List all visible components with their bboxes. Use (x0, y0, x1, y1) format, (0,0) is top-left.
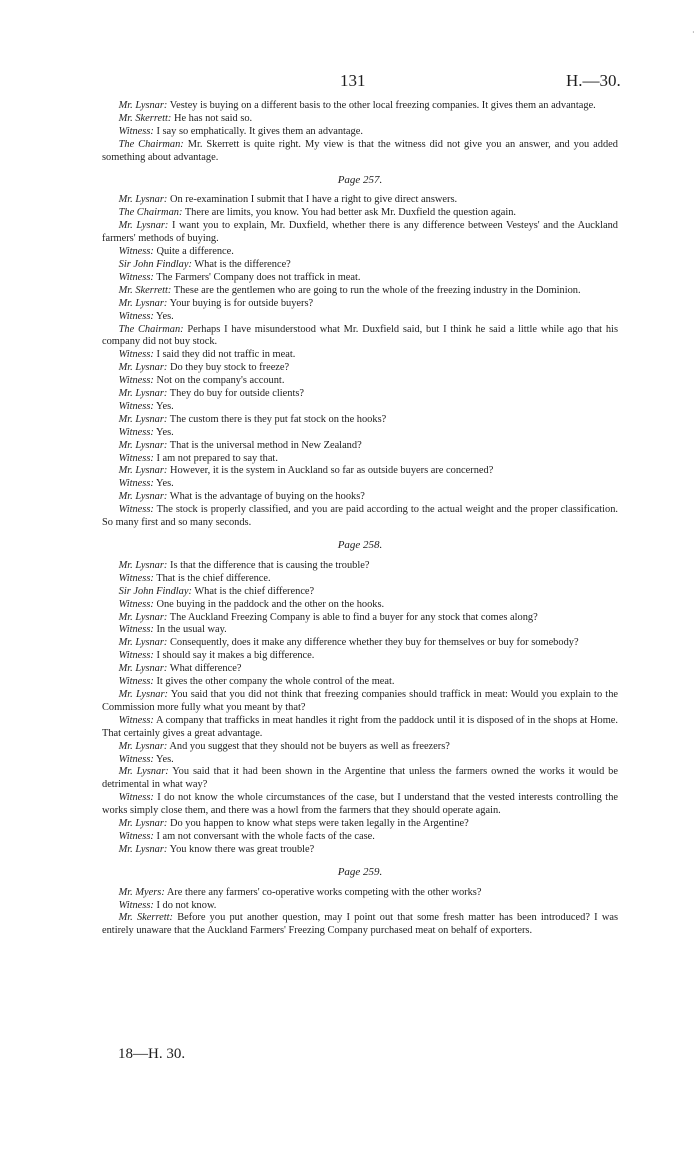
testimony-paragraph (102, 259, 618, 272)
testimony-paragraph (102, 573, 618, 586)
testimony-paragraph (102, 207, 618, 220)
speaker-name: The Chairman: (118, 138, 184, 150)
speech-text: There are limits, you know. You had better ask Mr. Duxfield the question again. (182, 207, 517, 219)
speech-text: A company that trafficks in meat handles it right from the paddock until it is disposed of in the shops at Home. That certainly gives a great advantage. (102, 714, 618, 739)
testimony-paragraph (102, 440, 618, 453)
speech-text: That is the universal method in New Zealand? (167, 439, 362, 451)
speech-text: These are the gentlemen who are going to run the whole of the freezing industry in the Dominion. (171, 284, 581, 296)
speech-text: It gives the other company the whole control of the meat. (153, 676, 395, 688)
testimony-paragraph (102, 194, 618, 207)
speaker-name: Witness: (118, 753, 154, 765)
speech-text: Vestey is buying on a different basis to the other local freezing companies. It gives them an advantage. (167, 100, 596, 111)
speaker-name: Mr. Lysnar: (118, 194, 168, 206)
page-header (0, 71, 700, 93)
speaker-name: Witness: (118, 830, 154, 842)
document-reference: H.—30. (566, 71, 621, 90)
speech-text: I should say it makes a big difference. (153, 650, 315, 662)
speaker-name: Mr. Lysnar: (118, 297, 168, 309)
speaker-name: Witness: (118, 624, 154, 636)
speaker-name: Witness: (118, 426, 154, 438)
testimony-paragraph (102, 126, 618, 139)
testimony-paragraph (102, 844, 618, 857)
testimony-paragraph (102, 624, 618, 637)
speaker-name: The Chairman: (118, 207, 183, 219)
speaker-name: Mr. Lysnar: (118, 465, 168, 477)
testimony-paragraph (102, 792, 618, 818)
speech-text: Consequently, does it make any difference whether they buy for themselves or buy for somebody? (167, 637, 579, 649)
speaker-name: Witness: (118, 899, 154, 911)
testimony-paragraph (102, 831, 618, 844)
speaker-name: Witness: (118, 792, 154, 804)
testimony-paragraph (102, 414, 618, 427)
testimony-paragraph (102, 349, 618, 362)
testimony-paragraph (102, 324, 618, 350)
speaker-name: Mr. Lysnar: (118, 740, 168, 752)
speaker-name: Sir John Findlay: (118, 585, 192, 597)
speech-text: What difference? (167, 663, 242, 675)
speaker-name: Mr. Lysnar: (118, 388, 168, 400)
speaker-name: Mr. Myers: (118, 886, 165, 898)
testimony-paragraph (102, 715, 618, 741)
page-number: 131 (340, 71, 366, 90)
speech-text: The Farmers' Company does not traffick in meat. (153, 271, 361, 283)
testimony-paragraph (102, 465, 618, 478)
testimony-paragraph (102, 139, 618, 165)
edge-mark: · (692, 28, 695, 37)
speaker-name: Mr. Lysnar: (118, 362, 168, 374)
speaker-name: Mr. Lysnar: (118, 491, 168, 503)
speech-text: You know there was great trouble? (167, 843, 315, 855)
speaker-name: Witness: (118, 714, 154, 726)
speech-text: On re-examination I submit that I have a right to give direct answers. (167, 194, 458, 206)
testimony-paragraph (102, 375, 618, 388)
testimony-paragraph (102, 491, 618, 504)
speaker-name: Mr. Skerrett: (118, 112, 172, 124)
testimony-paragraph (102, 427, 618, 440)
testimony-paragraph (102, 612, 618, 625)
page-footer: 18—H. 30. (118, 1046, 186, 1062)
testimony-paragraph (102, 100, 618, 113)
section-title: Page 257. (337, 173, 383, 186)
speaker-name: Mr. Lysnar: (118, 818, 168, 830)
speech-text: Before you put another question, may I point out that some fresh matter has been introduced? I was entirely unaware that the Auckland Farmers' Freezing Company purchased meat on behalf of exporters. (102, 912, 618, 937)
speech-text: Yes. (153, 426, 174, 438)
speech-text: I say so emphatically. It gives them an advantage. (153, 125, 363, 137)
testimony-paragraph (102, 453, 618, 466)
transcript-body (102, 100, 618, 938)
speaker-name: Mr. Lysnar: (118, 766, 169, 778)
speech-text: One buying in the paddock and the other on the hooks. (153, 598, 385, 610)
speaker-name: Mr. Lysnar: (118, 439, 168, 451)
testimony-paragraph (102, 220, 618, 246)
speaker-name: Witness: (118, 271, 154, 283)
testimony-paragraph (102, 388, 618, 401)
speech-text: I want you to explain, Mr. Duxfield, whether there is any difference between Vesteys' and the Auckland farmers' methods of buying. (102, 220, 618, 245)
speaker-name: Mr. Skerrett: (118, 912, 173, 924)
speaker-name: Mr. Skerrett: (118, 284, 172, 296)
speaker-name: Mr. Lysnar: (118, 559, 168, 571)
speech-text: Yes. (153, 400, 174, 412)
speech-text: The Auckland Freezing Company is able to find a buyer for any stock that comes along? (167, 611, 538, 623)
speech-text: Yes. (153, 478, 174, 490)
testimony-paragraph (102, 650, 618, 663)
speech-text: I do not know the whole circumstances of the case, but I understand that the vested interests controlling the works simply close them, and there was a howl from the farmers that they should operate again. (102, 792, 618, 817)
speaker-name: Mr. Lysnar: (118, 413, 168, 425)
speech-text: What is the difference? (191, 258, 291, 270)
testimony-paragraph (102, 818, 618, 831)
testimony-paragraph (102, 766, 618, 792)
testimony-paragraph (102, 887, 618, 900)
speaker-name: Witness: (118, 676, 154, 688)
testimony-paragraph (102, 401, 618, 414)
testimony-paragraph (102, 676, 618, 689)
speech-text: That is the chief difference. (153, 572, 271, 584)
speech-text: I am not prepared to say that. (153, 452, 278, 464)
speaker-name: Sir John Findlay: (118, 258, 192, 270)
speech-text: Are there any farmers' co-operative works competing with the other works? (164, 886, 482, 898)
speech-text: Perhaps I have misunderstood what Mr. Duxfield said, but I think he said a little while ago that his company did not buy stock. (102, 323, 618, 348)
speech-text: The stock is properly classified, and you are paid according to the actual weight and the proper classification. So many first and so many seconds. (102, 504, 618, 529)
testimony-paragraph (102, 689, 618, 715)
testimony-paragraph (102, 599, 618, 612)
testimony-paragraph (102, 285, 618, 298)
speaker-name: Witness: (118, 400, 154, 412)
speaker-name: Mr. Lysnar: (118, 663, 168, 675)
speaker-name: Witness: (118, 310, 154, 322)
speaker-name: Mr. Lysnar: (118, 637, 168, 649)
speaker-name: Mr. Lysnar: (118, 100, 168, 111)
speech-text: Is that the difference that is causing the trouble? (167, 559, 370, 571)
testimony-paragraph (102, 113, 618, 126)
testimony-paragraph (102, 754, 618, 767)
section-title: Page 258. (337, 539, 383, 551)
speaker-name: Witness: (118, 650, 154, 662)
testimony-paragraph (102, 311, 618, 324)
speech-text: Your buying is for outside buyers? (167, 297, 314, 309)
speaker-name: Mr. Lysnar: (118, 611, 168, 623)
speaker-name: Witness: (118, 349, 154, 361)
testimony-paragraph (102, 663, 618, 676)
speech-text: Quite a difference. (153, 246, 234, 258)
speaker-name: Witness: (118, 504, 154, 516)
speech-text: Mr. Skerrett is quite right. My view is that the witness did not give you an answer, and you added something about advantage. (102, 138, 618, 163)
speech-text: Do you happen to know what steps were taken legally in the Argentine? (167, 818, 469, 830)
speaker-name: Witness: (118, 478, 154, 490)
speech-text: However, it is the system in Auckland so far as outside buyers are concerned? (167, 465, 494, 477)
speech-text: I do not know. (153, 899, 217, 911)
testimony-paragraph (102, 900, 618, 913)
speech-text: What is the advantage of buying on the hooks? (167, 491, 365, 503)
speech-text: In the usual way. (153, 624, 227, 636)
speaker-name: Mr. Lysnar: (118, 688, 168, 700)
testimony-paragraph (102, 560, 618, 573)
speaker-name: Witness: (118, 246, 154, 258)
speaker-name: Mr. Lysnar: (118, 220, 169, 232)
testimony-paragraph (102, 912, 618, 938)
testimony-paragraph (102, 478, 618, 491)
speech-text: You said that you did not think that freezing companies should traffick in meat: Would you explain to the Commission more fully what you meant by that? (102, 688, 619, 713)
testimony-paragraph (102, 741, 618, 754)
section-title: Page 259. (337, 865, 383, 878)
speech-text: Yes. (153, 753, 174, 765)
speaker-name: Witness: (118, 375, 154, 387)
speaker-name: Witness: (118, 125, 154, 137)
testimony-paragraph (102, 362, 618, 375)
testimony-paragraph (102, 298, 618, 311)
testimony-paragraph (102, 272, 618, 285)
speaker-name: The Chairman: (118, 323, 184, 335)
speech-text: They do buy for outside clients? (167, 388, 304, 400)
speech-text: You said that it had been shown in the Argentine that unless the farmers owned the works it would be detrimental in what way? (102, 766, 618, 791)
speech-text: He has not said so. (171, 112, 253, 124)
speech-text: I said they did not traffic in meat. (153, 349, 296, 361)
speech-text: Yes. (153, 310, 174, 322)
speaker-name: Witness: (118, 572, 154, 584)
speaker-name: Witness: (118, 598, 154, 610)
testimony-paragraph (102, 246, 618, 259)
testimony-paragraph (102, 586, 618, 599)
speech-text: What is the chief difference? (191, 585, 315, 597)
testimony-paragraph (102, 504, 618, 530)
speech-text: The custom there is they put fat stock on the hooks? (167, 413, 387, 425)
speaker-name: Mr. Lysnar: (118, 843, 168, 855)
speech-text: Not on the company's account. (153, 375, 285, 387)
speaker-name: Witness: (118, 452, 154, 464)
speech-text: I am not conversant with the whole facts of the case. (153, 830, 375, 842)
speech-text: And you suggest that they should not be buyers as well as freezers? (167, 740, 450, 752)
testimony-paragraph (102, 637, 618, 650)
speech-text: Do they buy stock to freeze? (167, 362, 290, 374)
